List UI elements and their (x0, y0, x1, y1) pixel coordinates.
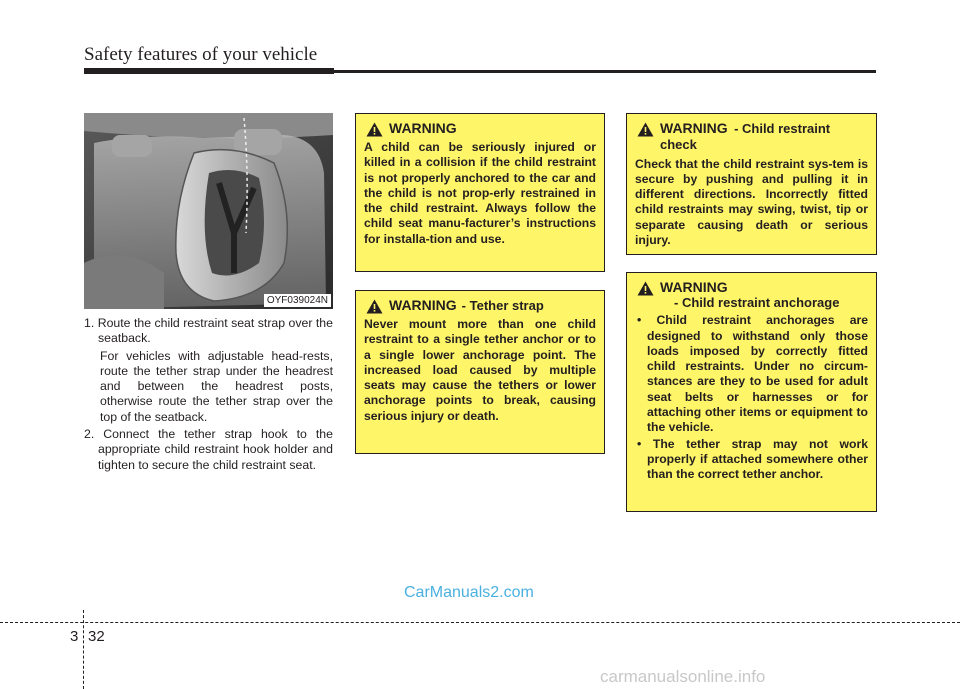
warning-title: WARNING (660, 120, 728, 136)
warning-triangle-icon (637, 122, 654, 137)
step-1: 1. Route the child restraint seat strap over the seatback. (84, 316, 333, 346)
watermark-link[interactable]: CarManuals2.com (404, 584, 534, 601)
warning-title: WARNING (660, 279, 728, 295)
warning-title: WARNING (389, 297, 457, 313)
step-1-note: For vehicles with adjustable head-rests, route the tether strap under the headrest and between the headrest posts, otherwise route the tether strap over the top of the seatback. (100, 348, 333, 424)
warning-subtitle: - Tether strap (461, 298, 544, 313)
photo-caption: OYF039024N (264, 294, 331, 307)
warning-text: Check that the child restraint sys-tem is secure by pushing and pulling it in different directions. Incorrectly fitted child restraints may swing, twist, tip or separate causing death or serious injury. (635, 156, 868, 248)
warning-subtitle: - Child restraint anchorage (674, 295, 840, 310)
page-header-title: Safety features of your vehicle (84, 44, 318, 65)
warning-triangle-icon (366, 299, 383, 314)
list-item: • Child restraint anchorages are designed to withstand only those loads imposed by correctly fitted child restraints. Under no circum-stances are they to be used for adult seat belts or harnesses or for attaching other items or equipment to the vehicle. (637, 313, 868, 435)
list-item: • The tether strap may not work properly if attached somewhere other than the correct tether anchor. (637, 436, 868, 482)
step-2: 2. Connect the tether strap hook to the appropriate child restraint hook holder and tighten to secure the child restraint seat. (84, 427, 333, 472)
warning-tether-strap (355, 290, 605, 454)
warning-subtitle: - Child restraint check (660, 121, 831, 153)
child-seat-illustration (84, 113, 333, 309)
warning-child-restraint (355, 113, 605, 272)
warning-triangle-icon (637, 281, 654, 296)
warning-child-restraint-check (626, 113, 877, 255)
footer-rule (0, 622, 960, 623)
warning-title: WARNING (389, 120, 457, 136)
warning-text: A child can be seriously injured or killed in a collision if the child restraint is not properly anchored to the car and the child is not prop-erly restrained in the child restraint. Always follow the child seat manu-facturer’s instructions for installa-tion and use. (364, 140, 596, 246)
warning-bullet-list (635, 313, 868, 482)
header-rule-accent (84, 68, 334, 74)
site-watermark: carmanualsonline.info (600, 667, 766, 686)
instruction-steps (84, 316, 333, 473)
chapter-number: 3 (70, 628, 79, 645)
warning-triangle-icon (366, 122, 383, 137)
warning-child-restraint-anchorage (626, 272, 877, 512)
page-number: 32 (88, 628, 105, 645)
footer-divider (83, 610, 84, 689)
child-seat-photo (84, 113, 333, 309)
warning-text: Never mount more than one child restraint to a single tether anchor or to a single lower anchorage point. The increased load caused by multiple seats may cause the tethers or lower anchorage points to break, causing serious injury or death. (364, 317, 596, 423)
